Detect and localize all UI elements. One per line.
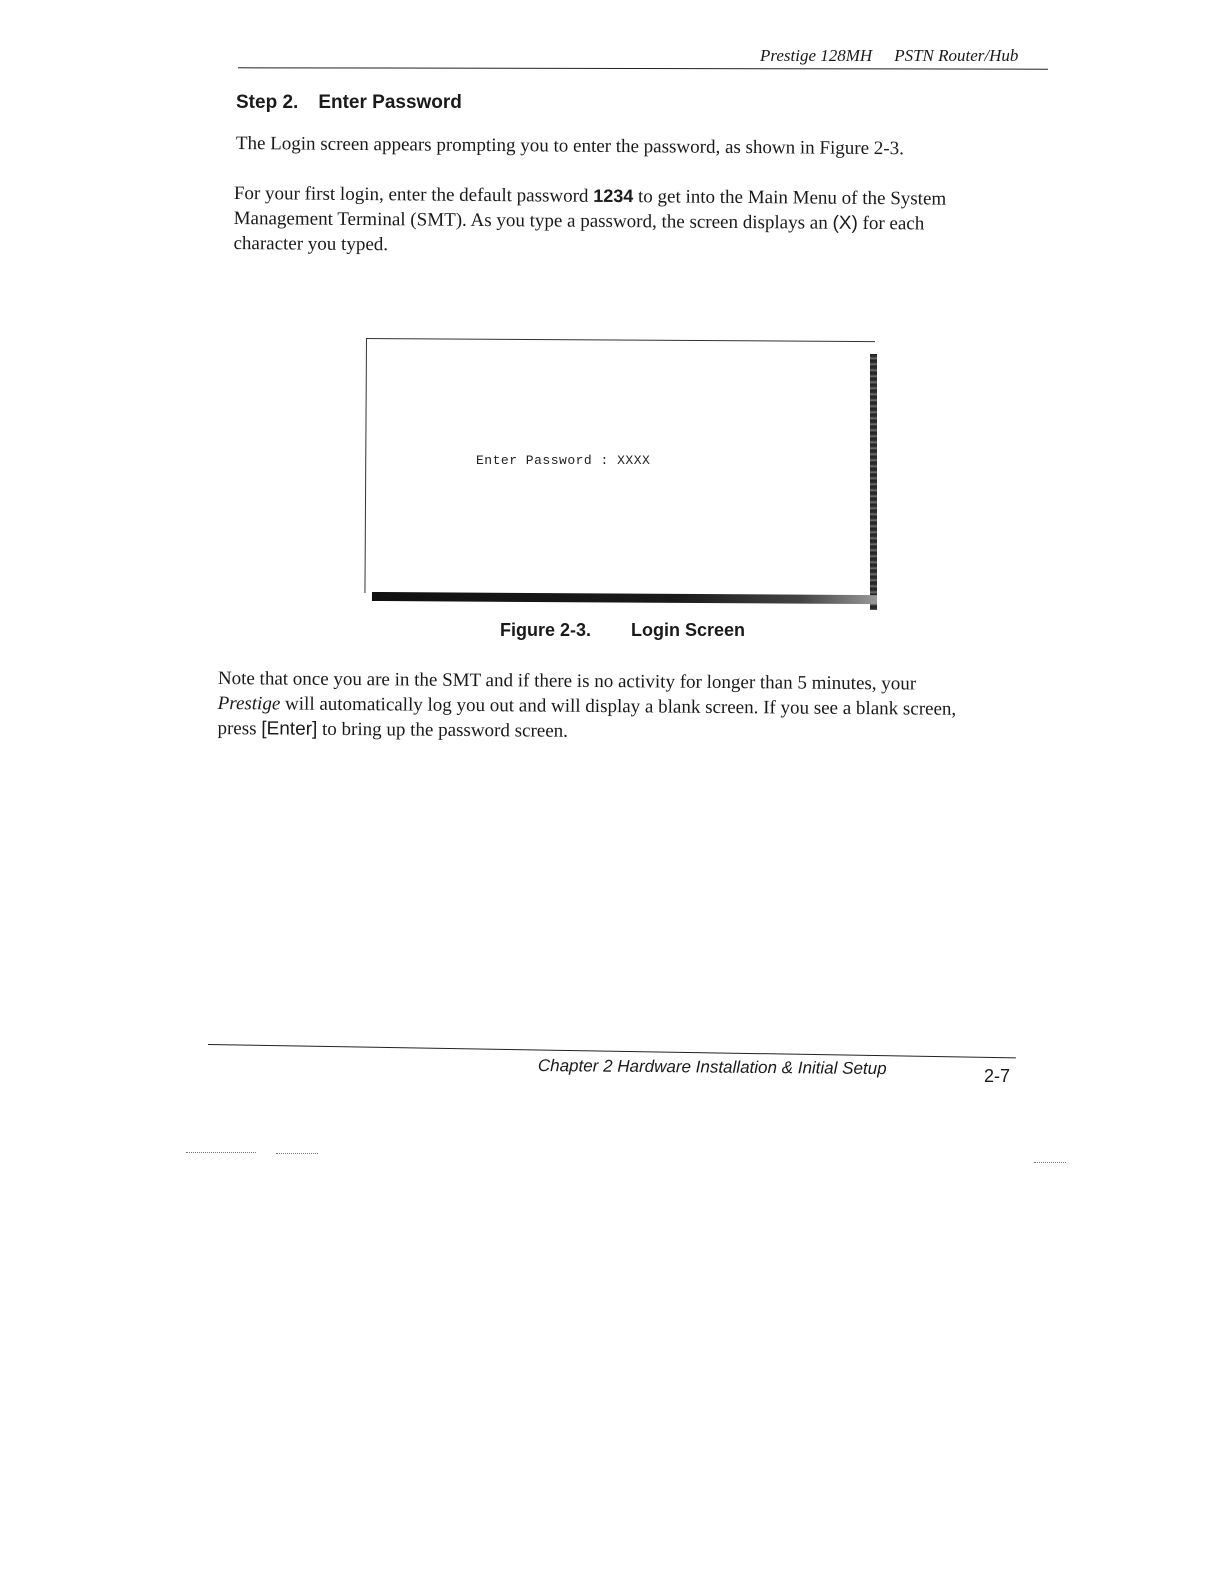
header-model: Prestige 128MH bbox=[760, 46, 873, 65]
footer-page-number: 2-7 bbox=[984, 1066, 1011, 1086]
text-run: to bring up the password screen. bbox=[317, 718, 569, 742]
text-run: will automatically log you out and will display a blank screen. If you see a blank screen, bbox=[280, 693, 957, 720]
text-run: for each bbox=[857, 212, 925, 235]
scan-speck bbox=[1034, 1162, 1066, 1163]
step-heading bbox=[236, 92, 462, 114]
figure-shadow-right bbox=[870, 354, 877, 610]
step-number: Step 2. bbox=[236, 92, 299, 113]
default-password: 1234 bbox=[593, 185, 634, 207]
scan-speck bbox=[186, 1152, 256, 1153]
intro-paragraph bbox=[236, 131, 904, 161]
enter-key: [Enter] bbox=[261, 718, 318, 740]
intro-line: The Login screen appears prompting you to enter the password, as shown in Figure 2-3. bbox=[235, 132, 904, 160]
timeout-line-1: Note that once you are in the SMT and if there is no activity for longer than 5 minutes, your bbox=[217, 667, 917, 695]
figure-caption bbox=[500, 620, 745, 641]
prestige-italic: Prestige bbox=[217, 692, 281, 715]
terminal-password-prompt: Enter Password : XXXX bbox=[476, 453, 651, 468]
first-login-line-3: character you typed. bbox=[233, 232, 389, 256]
step-title: Enter Password bbox=[318, 92, 462, 113]
figure-shadow-bottom bbox=[372, 592, 877, 604]
first-login-paragraph bbox=[233, 181, 946, 262]
header-product: PSTN Router/Hub bbox=[894, 46, 1019, 65]
timeout-note-paragraph bbox=[217, 666, 956, 747]
scan-speck bbox=[276, 1153, 318, 1154]
running-header bbox=[760, 46, 1018, 66]
figure-title: Login Screen bbox=[631, 620, 746, 640]
text-run: Management Terminal (SMT). As you type a password, the screen displays an bbox=[233, 207, 833, 234]
x-mark: (X) bbox=[832, 212, 858, 234]
text-run: to get into the Main Menu of the System bbox=[633, 186, 947, 210]
text-run: press bbox=[217, 717, 262, 740]
figure-number: Figure 2-3. bbox=[500, 620, 592, 640]
header-rule bbox=[238, 67, 1048, 69]
footer-chapter: Chapter 2 Hardware Installation & Initial Setup bbox=[537, 1056, 887, 1079]
text-run: For your first login, enter the default password bbox=[233, 182, 594, 207]
